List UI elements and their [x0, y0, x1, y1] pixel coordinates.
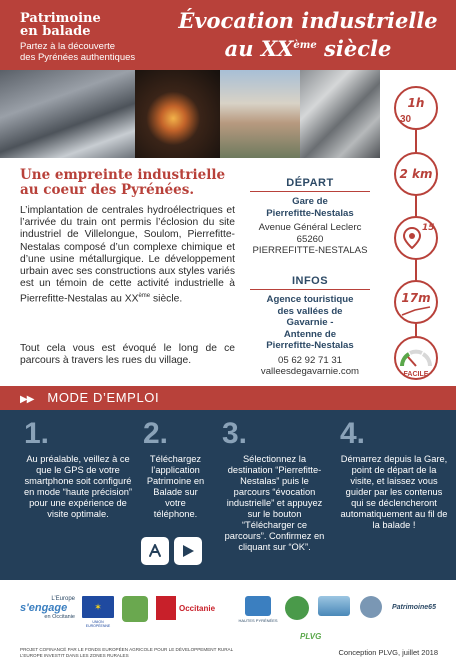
brand-line1: Patrimoine [20, 11, 101, 26]
intro-sup: ème [138, 293, 151, 300]
step-text: Sélectionnez la destination “Pierrefitte-Nestalas” puis le parcours “évocation industrielle” et appuyez sur le bouton “Télécharger ce parcours”. Confirmez en cliquant sur “OK”. [224, 454, 325, 552]
intro-paragraph [20, 205, 235, 306]
logo-hautes-pyrenees [238, 596, 278, 626]
depart-name-line1: Gare de [292, 196, 328, 207]
plvg-logo: PLVG [300, 632, 322, 641]
funding-note-line1: PROJET COFINANCÉ PAR LE FONDS EUROPÉEN AGRICOLE POUR LE DÉVELOPPEMENT RURAL [20, 647, 234, 652]
website-link[interactable]: valleesdegavarnie.com [260, 366, 360, 377]
page-title [178, 8, 438, 61]
logo-pyrenees [318, 596, 352, 626]
funding-note [20, 647, 240, 659]
step-text: Démarrez depuis la Gare, point de départ de la visite, et laissez vous guider par les contenus qui se déclencheront automatiquement au fil de la balade ! [340, 454, 448, 530]
logo-text: HAUTES PYRÉNÉES [238, 618, 278, 623]
agency-line5: Pierrefitte-Nestalas [266, 340, 354, 351]
mountain-logo-icon [245, 596, 271, 616]
logo-parc [285, 596, 311, 626]
duration-icon [394, 86, 438, 130]
app-store-buttons [141, 537, 202, 565]
duration-value: 1h [407, 96, 425, 110]
photo-furnace [135, 70, 220, 158]
logo-text: s'engage [20, 602, 68, 614]
steps-panel [0, 410, 456, 580]
title-line1: Évocation industrielle [178, 8, 438, 33]
logo-occitanie [156, 596, 216, 626]
difficulty-label: FACILE [403, 371, 429, 378]
intro-paragraph-2: Tout cela vous est évoqué le long de ce parcours à travers les rues du village. [20, 343, 235, 367]
infos-heading: INFOS [291, 275, 329, 287]
depart-block [240, 177, 380, 257]
logo-text: L’Europe [51, 596, 75, 602]
header-banner [0, 0, 456, 70]
depart-address2: 65260 [296, 233, 324, 245]
logo-text: en Occitanie [44, 614, 75, 620]
agency-line1: Agence touristique [266, 294, 354, 305]
distance-icon [394, 152, 438, 196]
infos-block [240, 275, 380, 378]
step-text: Au préalable, veillez à ce que le GPS de votre smartphone soit configuré en mode “haute précision” pour une expérience de visite optimale. [24, 454, 133, 519]
eu-flag-icon: ✶ [82, 596, 114, 618]
brand-tagline1: Partez à la découverte [20, 41, 116, 52]
step-number: 1. [24, 417, 50, 450]
mode-emploi-bar [0, 386, 456, 410]
logo-leader [122, 596, 150, 626]
depart-address1: Avenue Général Leclerc [258, 222, 362, 233]
slope-icon [401, 306, 431, 316]
gauge-icon [399, 348, 433, 368]
logo-text: Occitanie [179, 603, 216, 613]
intro-title-line1: Une empreinte industrielle [20, 167, 226, 183]
step-number: 4. [340, 417, 366, 450]
photo-town-hall [220, 70, 300, 158]
photo-industrial-hall [0, 70, 135, 158]
agency-line2: des vallées de [277, 305, 343, 317]
logo-text: UNION EUROPÉENNE [85, 620, 111, 628]
duration-sub: 30 [400, 114, 412, 125]
logo-eu-flag [82, 596, 114, 626]
depart-heading: DÉPART [286, 177, 334, 189]
title-suffix: siècle [316, 36, 392, 61]
brand-tagline2: des Pyrénées authentiques [20, 52, 136, 63]
photo-factory-aerial [300, 70, 380, 158]
phone-number: 05 62 92 71 31 [277, 354, 343, 366]
intro-text: L’implantation de centrales hydroélectriques et l’arrivée du train ont permis l’éclosion du site industriel de Villelongue, Soulom, Pierrefitte-Nestalas composé d’un complexe chimique et d’une usine métallurgique. Le développement urbain avec ses constructions aux styles variés est un témoin de cette activité industrielle à Pierrefitte-Nestalas au XX [20, 205, 235, 305]
elevation-icon [394, 280, 438, 324]
google-play-icon [180, 543, 196, 559]
step-4 [340, 418, 448, 531]
logo-patrimoine65 [392, 596, 442, 626]
pyrenees-logo-icon [318, 596, 350, 616]
title-prefix: au XX [224, 36, 294, 61]
intro-title-line2: au coeur des Pyrénées. [20, 182, 195, 198]
round-logo-icon [360, 596, 382, 618]
depart-name-line2: Pierrefitte-Nestalas [266, 207, 354, 219]
google-play-button[interactable] [174, 537, 202, 565]
step-1 [24, 418, 132, 520]
map-pin-icon [403, 227, 421, 249]
depart-address3: PIERREFITTE-NESTALAS [252, 245, 368, 256]
title-sup: ème [293, 40, 317, 51]
step-2 [143, 418, 208, 520]
footer [0, 580, 456, 664]
logo-small [360, 596, 384, 626]
title-line2 [178, 33, 438, 61]
logo-text: Patrimoine65 [392, 604, 436, 611]
divider [250, 289, 370, 290]
photo-strip [0, 70, 380, 158]
elevation-value: 17m [401, 291, 431, 305]
parc-logo-icon [285, 596, 309, 620]
app-store-icon [147, 543, 163, 559]
divider [250, 191, 370, 192]
leader-logo-icon [122, 596, 148, 622]
agency-line3: Gavarnie - [286, 317, 334, 328]
step-text: Téléchargez l’application Patrimoine en Balade sur votre téléphone. [146, 454, 205, 519]
stops-pin-icon [394, 216, 438, 260]
double-arrow-icon: ▶▶ [20, 394, 34, 405]
intro-title [20, 168, 235, 198]
step-3 [222, 418, 327, 553]
distance-value: 2 km [399, 167, 433, 181]
mode-emploi-label [20, 391, 159, 405]
stats-column [382, 86, 450, 386]
brand-line2: en balade [20, 24, 91, 39]
logo-europe-occitanie [20, 596, 75, 626]
mode-emploi-text: MODE D’EMPLOI [47, 390, 160, 405]
brand-block [20, 12, 135, 63]
credit-text: Conception PLVG, juillet 2018 [338, 648, 438, 657]
step-number: 3. [222, 417, 248, 450]
app-store-button[interactable] [141, 537, 169, 565]
agency-line4: Antenne de [283, 328, 337, 340]
step-number: 2. [143, 417, 169, 450]
stops-value: 15 [422, 223, 435, 233]
funding-note-line2: L’EUROPE INVESTIT DANS LES ZONES RURALES [20, 653, 129, 658]
intro-text-end: siècle. [150, 293, 183, 305]
occitanie-cross-icon [156, 596, 176, 620]
